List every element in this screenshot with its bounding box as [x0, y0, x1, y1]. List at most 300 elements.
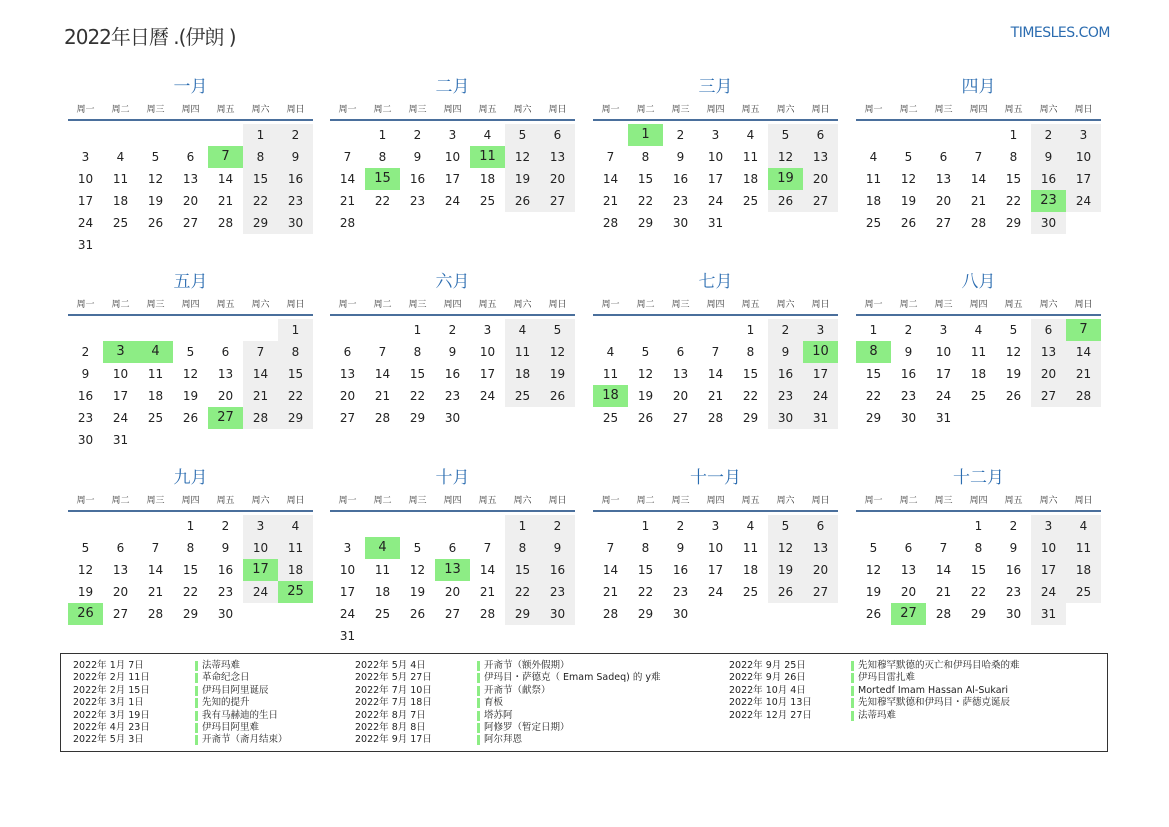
day-cell[interactable]: 24	[77, 216, 94, 230]
day-cell[interactable]: 14	[602, 563, 619, 577]
day-cell[interactable]: 20	[182, 194, 199, 208]
day-cell[interactable]: 12	[1005, 345, 1022, 359]
day-cell[interactable]: 6	[676, 345, 685, 359]
day-cell[interactable]: 11	[514, 345, 531, 359]
day-cell[interactable]: 16	[287, 172, 304, 186]
day-cell[interactable]: 5	[186, 345, 195, 359]
day-cell[interactable]: 10	[479, 345, 496, 359]
day-cell[interactable]: 22	[409, 389, 426, 403]
day-cell[interactable]: 27	[812, 194, 829, 208]
day-cell[interactable]: 2	[553, 519, 562, 533]
day-cell[interactable]: 15	[514, 563, 531, 577]
day-cell[interactable]: 14	[252, 367, 269, 381]
day-cell[interactable]: 18	[287, 563, 304, 577]
day-cell[interactable]: 8	[518, 541, 527, 555]
day-cell[interactable]: 19	[777, 563, 794, 577]
day-cell[interactable]: 9	[221, 541, 230, 555]
holiday-day[interactable]: 23	[1040, 193, 1057, 208]
day-cell[interactable]: 13	[812, 150, 829, 164]
day-cell[interactable]: 12	[409, 563, 426, 577]
day-cell[interactable]: 16	[672, 563, 689, 577]
day-cell[interactable]: 7	[974, 150, 983, 164]
day-cell[interactable]: 31	[77, 238, 94, 252]
day-cell[interactable]: 31	[707, 216, 724, 230]
day-cell[interactable]: 17	[77, 194, 94, 208]
day-cell[interactable]: 24	[812, 389, 829, 403]
day-cell[interactable]: 1	[746, 323, 755, 337]
day-cell[interactable]: 22	[252, 194, 269, 208]
day-cell[interactable]: 9	[413, 150, 422, 164]
day-cell[interactable]: 20	[900, 585, 917, 599]
day-cell[interactable]: 24	[707, 194, 724, 208]
day-cell[interactable]: 23	[672, 585, 689, 599]
day-cell[interactable]: 3	[256, 519, 265, 533]
day-cell[interactable]: 12	[549, 345, 566, 359]
day-cell[interactable]: 1	[1009, 128, 1018, 142]
day-cell[interactable]: 8	[291, 345, 300, 359]
day-cell[interactable]: 10	[444, 150, 461, 164]
day-cell[interactable]: 26	[865, 607, 882, 621]
day-cell[interactable]: 8	[746, 345, 755, 359]
day-cell[interactable]: 15	[970, 563, 987, 577]
day-cell[interactable]: 15	[865, 367, 882, 381]
day-cell[interactable]: 21	[479, 585, 496, 599]
day-cell[interactable]: 16	[77, 389, 94, 403]
day-cell[interactable]: 31	[812, 411, 829, 425]
day-cell[interactable]: 29	[287, 411, 304, 425]
day-cell[interactable]: 31	[112, 433, 129, 447]
day-cell[interactable]: 26	[777, 585, 794, 599]
holiday-day[interactable]: 7	[221, 149, 230, 164]
holiday-day[interactable]: 11	[479, 149, 496, 164]
day-cell[interactable]: 19	[1005, 367, 1022, 381]
day-cell[interactable]: 8	[1009, 150, 1018, 164]
day-cell[interactable]: 27	[672, 411, 689, 425]
day-cell[interactable]: 22	[1005, 194, 1022, 208]
day-cell[interactable]: 20	[935, 194, 952, 208]
day-cell[interactable]: 28	[602, 607, 619, 621]
day-cell[interactable]: 20	[112, 585, 129, 599]
day-cell[interactable]: 16	[409, 172, 426, 186]
day-cell[interactable]: 2	[676, 519, 685, 533]
day-cell[interactable]: 15	[637, 172, 654, 186]
day-cell[interactable]: 29	[637, 216, 654, 230]
day-cell[interactable]: 18	[479, 172, 496, 186]
day-cell[interactable]: 5	[553, 323, 562, 337]
day-cell[interactable]: 15	[252, 172, 269, 186]
day-cell[interactable]: 3	[343, 541, 352, 555]
day-cell[interactable]: 29	[182, 607, 199, 621]
day-cell[interactable]: 3	[816, 323, 825, 337]
day-cell[interactable]: 19	[409, 585, 426, 599]
day-cell[interactable]: 19	[182, 389, 199, 403]
day-cell[interactable]: 24	[339, 607, 356, 621]
day-cell[interactable]: 6	[1044, 323, 1053, 337]
day-cell[interactable]: 5	[413, 541, 422, 555]
day-cell[interactable]: 8	[974, 541, 983, 555]
day-cell[interactable]: 11	[602, 367, 619, 381]
day-cell[interactable]: 20	[217, 389, 234, 403]
day-cell[interactable]: 14	[935, 563, 952, 577]
holiday-day[interactable]: 26	[77, 606, 94, 621]
day-cell[interactable]: 11	[1075, 541, 1092, 555]
day-cell[interactable]: 5	[641, 345, 650, 359]
day-cell[interactable]: 21	[1075, 367, 1092, 381]
day-cell[interactable]: 3	[448, 128, 457, 142]
day-cell[interactable]: 3	[81, 150, 90, 164]
day-cell[interactable]: 1	[186, 519, 195, 533]
day-cell[interactable]: 13	[672, 367, 689, 381]
day-cell[interactable]: 8	[641, 150, 650, 164]
day-cell[interactable]: 22	[970, 585, 987, 599]
day-cell[interactable]: 23	[287, 194, 304, 208]
day-cell[interactable]: 29	[514, 607, 531, 621]
day-cell[interactable]: 30	[1005, 607, 1022, 621]
day-cell[interactable]: 6	[816, 519, 825, 533]
day-cell[interactable]: 2	[291, 128, 300, 142]
day-cell[interactable]: 4	[291, 519, 300, 533]
day-cell[interactable]: 12	[77, 563, 94, 577]
day-cell[interactable]: 12	[865, 563, 882, 577]
day-cell[interactable]: 14	[970, 172, 987, 186]
day-cell[interactable]: 13	[339, 367, 356, 381]
day-cell[interactable]: 16	[900, 367, 917, 381]
day-cell[interactable]: 5	[781, 519, 790, 533]
day-cell[interactable]: 21	[602, 585, 619, 599]
day-cell[interactable]: 2	[781, 323, 790, 337]
day-cell[interactable]: 29	[970, 607, 987, 621]
day-cell[interactable]: 25	[112, 216, 129, 230]
day-cell[interactable]: 9	[781, 345, 790, 359]
day-cell[interactable]: 18	[514, 367, 531, 381]
day-cell[interactable]: 7	[939, 541, 948, 555]
day-cell[interactable]: 13	[549, 150, 566, 164]
day-cell[interactable]: 16	[1005, 563, 1022, 577]
day-cell[interactable]: 21	[374, 389, 391, 403]
day-cell[interactable]: 11	[742, 150, 759, 164]
day-cell[interactable]: 2	[221, 519, 230, 533]
day-cell[interactable]: 17	[812, 367, 829, 381]
day-cell[interactable]: 2	[448, 323, 457, 337]
day-cell[interactable]: 17	[444, 172, 461, 186]
day-cell[interactable]: 17	[935, 367, 952, 381]
day-cell[interactable]: 6	[816, 128, 825, 142]
day-cell[interactable]: 14	[339, 172, 356, 186]
day-cell[interactable]: 28	[1075, 389, 1092, 403]
day-cell[interactable]: 26	[777, 194, 794, 208]
day-cell[interactable]: 26	[900, 216, 917, 230]
day-cell[interactable]: 8	[256, 150, 265, 164]
day-cell[interactable]: 17	[112, 389, 129, 403]
day-cell[interactable]: 9	[904, 345, 913, 359]
day-cell[interactable]: 7	[711, 345, 720, 359]
day-cell[interactable]: 12	[182, 367, 199, 381]
day-cell[interactable]: 4	[746, 128, 755, 142]
day-cell[interactable]: 9	[676, 541, 685, 555]
day-cell[interactable]: 23	[900, 389, 917, 403]
day-cell[interactable]: 25	[742, 585, 759, 599]
day-cell[interactable]: 6	[221, 345, 230, 359]
day-cell[interactable]: 14	[217, 172, 234, 186]
day-cell[interactable]: 30	[900, 411, 917, 425]
day-cell[interactable]: 18	[970, 367, 987, 381]
day-cell[interactable]: 4	[518, 323, 527, 337]
day-cell[interactable]: 5	[518, 128, 527, 142]
day-cell[interactable]: 19	[514, 172, 531, 186]
day-cell[interactable]: 21	[935, 585, 952, 599]
day-cell[interactable]: 15	[742, 367, 759, 381]
holiday-day[interactable]: 18	[602, 388, 619, 403]
day-cell[interactable]: 10	[77, 172, 94, 186]
day-cell[interactable]: 19	[900, 194, 917, 208]
day-cell[interactable]: 7	[151, 541, 160, 555]
day-cell[interactable]: 25	[147, 411, 164, 425]
day-cell[interactable]: 10	[935, 345, 952, 359]
holiday-day[interactable]: 10	[812, 344, 829, 359]
day-cell[interactable]: 14	[147, 563, 164, 577]
day-cell[interactable]: 16	[777, 367, 794, 381]
day-cell[interactable]: 30	[549, 607, 566, 621]
day-cell[interactable]: 13	[935, 172, 952, 186]
day-cell[interactable]: 6	[939, 150, 948, 164]
day-cell[interactable]: 16	[444, 367, 461, 381]
day-cell[interactable]: 17	[1040, 563, 1057, 577]
brand-logo[interactable]: TIMESLES.COM	[1010, 25, 1110, 41]
day-cell[interactable]: 11	[147, 367, 164, 381]
day-cell[interactable]: 18	[742, 172, 759, 186]
day-cell[interactable]: 15	[409, 367, 426, 381]
day-cell[interactable]: 27	[112, 607, 129, 621]
day-cell[interactable]: 13	[1040, 345, 1057, 359]
holiday-day[interactable]: 3	[116, 344, 125, 359]
day-cell[interactable]: 26	[549, 389, 566, 403]
day-cell[interactable]: 2	[413, 128, 422, 142]
day-cell[interactable]: 21	[602, 194, 619, 208]
day-cell[interactable]: 3	[1044, 519, 1053, 533]
day-cell[interactable]: 29	[409, 411, 426, 425]
day-cell[interactable]: 25	[479, 194, 496, 208]
holiday-day[interactable]: 27	[217, 410, 234, 425]
day-cell[interactable]: 25	[970, 389, 987, 403]
day-cell[interactable]: 12	[777, 541, 794, 555]
day-cell[interactable]: 28	[970, 216, 987, 230]
day-cell[interactable]: 10	[252, 541, 269, 555]
day-cell[interactable]: 15	[287, 367, 304, 381]
day-cell[interactable]: 22	[287, 389, 304, 403]
holiday-day[interactable]: 15	[374, 171, 391, 186]
day-cell[interactable]: 11	[865, 172, 882, 186]
day-cell[interactable]: 11	[374, 563, 391, 577]
day-cell[interactable]: 19	[865, 585, 882, 599]
day-cell[interactable]: 7	[343, 150, 352, 164]
day-cell[interactable]: 26	[514, 194, 531, 208]
day-cell[interactable]: 28	[602, 216, 619, 230]
day-cell[interactable]: 17	[1075, 172, 1092, 186]
day-cell[interactable]: 28	[374, 411, 391, 425]
day-cell[interactable]: 1	[641, 519, 650, 533]
day-cell[interactable]: 1	[518, 519, 527, 533]
day-cell[interactable]: 18	[112, 194, 129, 208]
day-cell[interactable]: 27	[339, 411, 356, 425]
day-cell[interactable]: 17	[339, 585, 356, 599]
day-cell[interactable]: 7	[378, 345, 387, 359]
day-cell[interactable]: 9	[1009, 541, 1018, 555]
day-cell[interactable]: 30	[1040, 216, 1057, 230]
day-cell[interactable]: 31	[935, 411, 952, 425]
day-cell[interactable]: 23	[777, 389, 794, 403]
day-cell[interactable]: 24	[112, 411, 129, 425]
day-cell[interactable]: 24	[1075, 194, 1092, 208]
day-cell[interactable]: 25	[602, 411, 619, 425]
day-cell[interactable]: 1	[974, 519, 983, 533]
day-cell[interactable]: 14	[1075, 345, 1092, 359]
day-cell[interactable]: 19	[77, 585, 94, 599]
day-cell[interactable]: 27	[182, 216, 199, 230]
day-cell[interactable]: 25	[742, 194, 759, 208]
day-cell[interactable]: 22	[637, 585, 654, 599]
day-cell[interactable]: 4	[869, 150, 878, 164]
day-cell[interactable]: 4	[974, 323, 983, 337]
day-cell[interactable]: 3	[711, 128, 720, 142]
day-cell[interactable]: 9	[448, 345, 457, 359]
day-cell[interactable]: 18	[742, 563, 759, 577]
day-cell[interactable]: 14	[707, 367, 724, 381]
day-cell[interactable]: 2	[676, 128, 685, 142]
day-cell[interactable]: 6	[448, 541, 457, 555]
day-cell[interactable]: 30	[672, 216, 689, 230]
day-cell[interactable]: 24	[444, 194, 461, 208]
day-cell[interactable]: 14	[602, 172, 619, 186]
day-cell[interactable]: 8	[413, 345, 422, 359]
day-cell[interactable]: 21	[147, 585, 164, 599]
day-cell[interactable]: 3	[1079, 128, 1088, 142]
day-cell[interactable]: 27	[1040, 389, 1057, 403]
day-cell[interactable]: 12	[514, 150, 531, 164]
day-cell[interactable]: 29	[742, 411, 759, 425]
day-cell[interactable]: 25	[514, 389, 531, 403]
day-cell[interactable]: 4	[483, 128, 492, 142]
day-cell[interactable]: 5	[151, 150, 160, 164]
day-cell[interactable]: 13	[217, 367, 234, 381]
day-cell[interactable]: 3	[711, 519, 720, 533]
day-cell[interactable]: 25	[1075, 585, 1092, 599]
day-cell[interactable]: 14	[374, 367, 391, 381]
day-cell[interactable]: 5	[904, 150, 913, 164]
holiday-day[interactable]: 4	[151, 344, 160, 359]
day-cell[interactable]: 10	[1075, 150, 1092, 164]
day-cell[interactable]: 26	[1005, 389, 1022, 403]
day-cell[interactable]: 5	[1009, 323, 1018, 337]
day-cell[interactable]: 7	[606, 150, 615, 164]
day-cell[interactable]: 18	[147, 389, 164, 403]
day-cell[interactable]: 7	[256, 345, 265, 359]
day-cell[interactable]: 21	[707, 389, 724, 403]
day-cell[interactable]: 10	[707, 541, 724, 555]
holiday-day[interactable]: 8	[869, 344, 878, 359]
day-cell[interactable]: 14	[479, 563, 496, 577]
holiday-day[interactable]: 17	[252, 562, 269, 577]
day-cell[interactable]: 6	[186, 150, 195, 164]
day-cell[interactable]: 26	[409, 607, 426, 621]
day-cell[interactable]: 12	[147, 172, 164, 186]
day-cell[interactable]: 3	[483, 323, 492, 337]
day-cell[interactable]: 11	[112, 172, 129, 186]
day-cell[interactable]: 28	[339, 216, 356, 230]
day-cell[interactable]: 30	[444, 411, 461, 425]
day-cell[interactable]: 1	[378, 128, 387, 142]
day-cell[interactable]: 13	[812, 541, 829, 555]
day-cell[interactable]: 12	[637, 367, 654, 381]
day-cell[interactable]: 28	[935, 607, 952, 621]
day-cell[interactable]: 11	[970, 345, 987, 359]
day-cell[interactable]: 20	[812, 172, 829, 186]
holiday-day[interactable]: 1	[641, 127, 650, 142]
holiday-day[interactable]: 4	[378, 540, 387, 555]
day-cell[interactable]: 23	[1005, 585, 1022, 599]
day-cell[interactable]: 22	[637, 194, 654, 208]
day-cell[interactable]: 20	[672, 389, 689, 403]
day-cell[interactable]: 7	[483, 541, 492, 555]
day-cell[interactable]: 17	[479, 367, 496, 381]
day-cell[interactable]: 11	[742, 541, 759, 555]
day-cell[interactable]: 18	[865, 194, 882, 208]
day-cell[interactable]: 10	[1040, 541, 1057, 555]
day-cell[interactable]: 28	[252, 411, 269, 425]
day-cell[interactable]: 9	[81, 367, 90, 381]
day-cell[interactable]: 1	[413, 323, 422, 337]
day-cell[interactable]: 21	[252, 389, 269, 403]
day-cell[interactable]: 20	[444, 585, 461, 599]
day-cell[interactable]: 2	[81, 345, 90, 359]
day-cell[interactable]: 19	[147, 194, 164, 208]
day-cell[interactable]: 9	[1044, 150, 1053, 164]
day-cell[interactable]: 19	[549, 367, 566, 381]
day-cell[interactable]: 22	[742, 389, 759, 403]
holiday-day[interactable]: 25	[287, 584, 304, 599]
day-cell[interactable]: 2	[1044, 128, 1053, 142]
day-cell[interactable]: 10	[112, 367, 129, 381]
day-cell[interactable]: 10	[707, 150, 724, 164]
day-cell[interactable]: 4	[116, 150, 125, 164]
day-cell[interactable]: 13	[182, 172, 199, 186]
day-cell[interactable]: 16	[1040, 172, 1057, 186]
holiday-day[interactable]: 27	[900, 606, 917, 621]
day-cell[interactable]: 12	[777, 150, 794, 164]
day-cell[interactable]: 22	[514, 585, 531, 599]
day-cell[interactable]: 26	[147, 216, 164, 230]
day-cell[interactable]: 9	[553, 541, 562, 555]
day-cell[interactable]: 23	[77, 411, 94, 425]
day-cell[interactable]: 13	[112, 563, 129, 577]
day-cell[interactable]: 19	[637, 389, 654, 403]
day-cell[interactable]: 21	[339, 194, 356, 208]
day-cell[interactable]: 29	[865, 411, 882, 425]
day-cell[interactable]: 11	[287, 541, 304, 555]
day-cell[interactable]: 15	[637, 563, 654, 577]
day-cell[interactable]: 30	[287, 216, 304, 230]
day-cell[interactable]: 8	[641, 541, 650, 555]
day-cell[interactable]: 30	[672, 607, 689, 621]
day-cell[interactable]: 22	[182, 585, 199, 599]
day-cell[interactable]: 23	[672, 194, 689, 208]
day-cell[interactable]: 1	[291, 323, 300, 337]
day-cell[interactable]: 24	[252, 585, 269, 599]
day-cell[interactable]: 28	[479, 607, 496, 621]
day-cell[interactable]: 25	[865, 216, 882, 230]
day-cell[interactable]: 9	[676, 150, 685, 164]
day-cell[interactable]: 2	[904, 323, 913, 337]
day-cell[interactable]: 27	[444, 607, 461, 621]
